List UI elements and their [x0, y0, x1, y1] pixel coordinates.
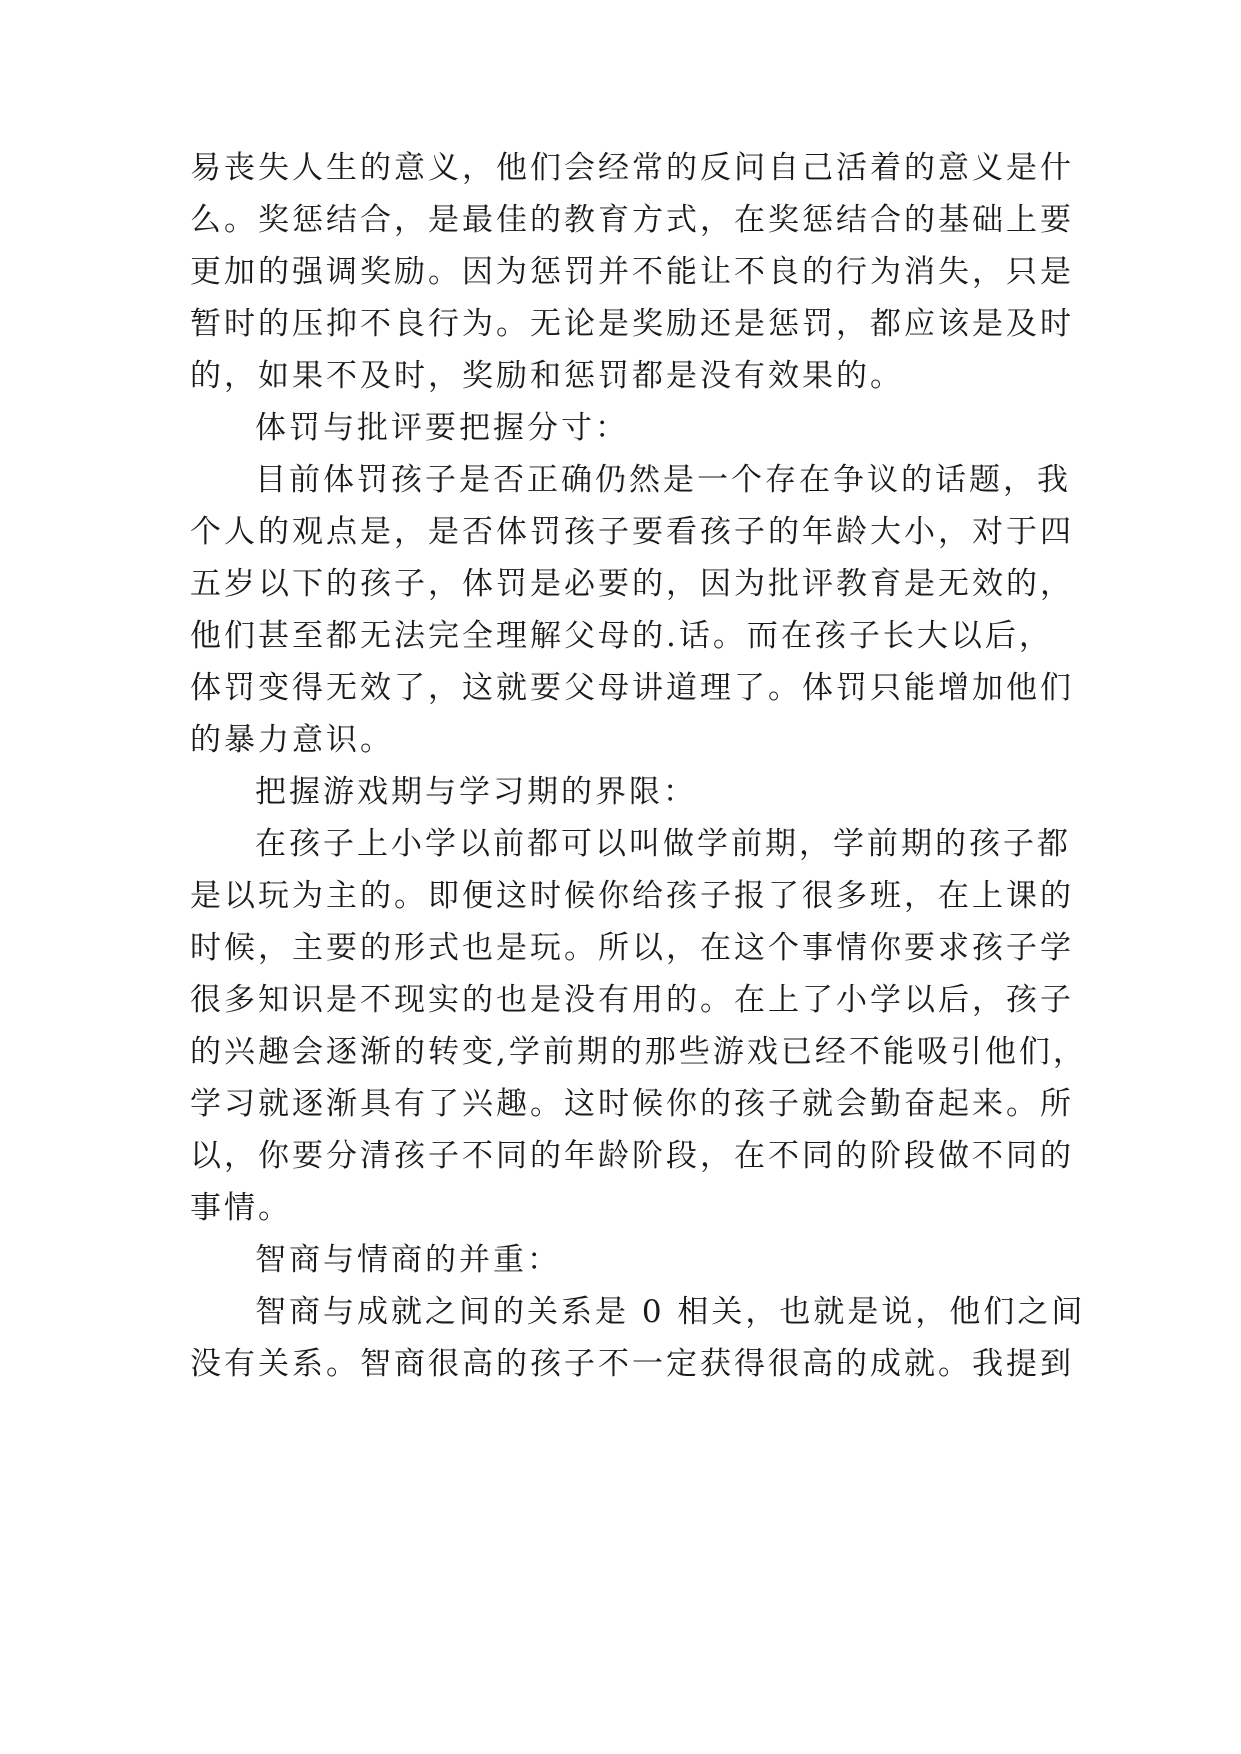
text-line: 么。奖惩结合，是最佳的教育方式，在奖惩结合的基础上要	[190, 202, 1074, 238]
section-heading: 智商与情商的并重：	[255, 1242, 561, 1278]
text-line: 暂时的压抑不良行为。无论是奖励还是惩罚，都应该是及时	[190, 306, 1074, 342]
text-line: 没有关系。智商很高的孩子不一定获得很高的成就。我提到	[190, 1346, 1074, 1382]
text-line: 目前体罚孩子是否正确仍然是一个存在争议的话题，我	[255, 462, 1071, 498]
text-line: 易丧失人生的意义，他们会经常的反问自己活着的意义是什	[190, 150, 1074, 186]
text-line: 的暴力意识。	[190, 722, 394, 758]
text-line: 的，如果不及时，奖励和惩罚都是没有效果的。	[190, 358, 904, 394]
text-line: 个人的观点是，是否体罚孩子要看孩子的年龄大小，对于四	[190, 514, 1074, 550]
section-heading: 把握游戏期与学习期的界限：	[255, 774, 697, 810]
text-line: 在孩子上小学以前都可以叫做学前期，学前期的孩子都	[255, 826, 1071, 862]
text-line: 体罚变得无效了，这就要父母讲道理了。体罚只能增加他们	[190, 670, 1074, 706]
section-heading: 体罚与批评要把握分寸：	[255, 410, 629, 446]
text-line: 智商与成就之间的关系是 0 相关，也就是说，他们之间	[255, 1294, 1086, 1330]
text-line: 学习就逐渐具有了兴趣。这时候你的孩子就会勤奋起来。所	[190, 1086, 1074, 1122]
text-line: 更加的强调奖励。因为惩罚并不能让不良的行为消失，只是	[190, 254, 1074, 290]
text-line: 他们甚至都无法完全理解父母的.话。而在孩子长大以后，	[190, 618, 1053, 654]
text-line: 五岁以下的孩子，体罚是必要的，因为批评教育是无效的，	[190, 566, 1074, 602]
text-line: 事情。	[190, 1190, 292, 1226]
text-line: 很多知识是不现实的也是没有用的。在上了小学以后，孩子	[190, 982, 1074, 1018]
text-line: 以，你要分清孩子不同的年龄阶段，在不同的阶段做不同的	[190, 1138, 1074, 1174]
text-line: 是以玩为主的。即便这时候你给孩子报了很多班，在上课的	[190, 878, 1074, 914]
text-line: 时候，主要的形式也是玩。所以，在这个事情你要求孩子学	[190, 930, 1074, 966]
text-line: 的兴趣会逐渐的转变,学前期的那些游戏已经不能吸引他们，	[190, 1034, 1087, 1070]
